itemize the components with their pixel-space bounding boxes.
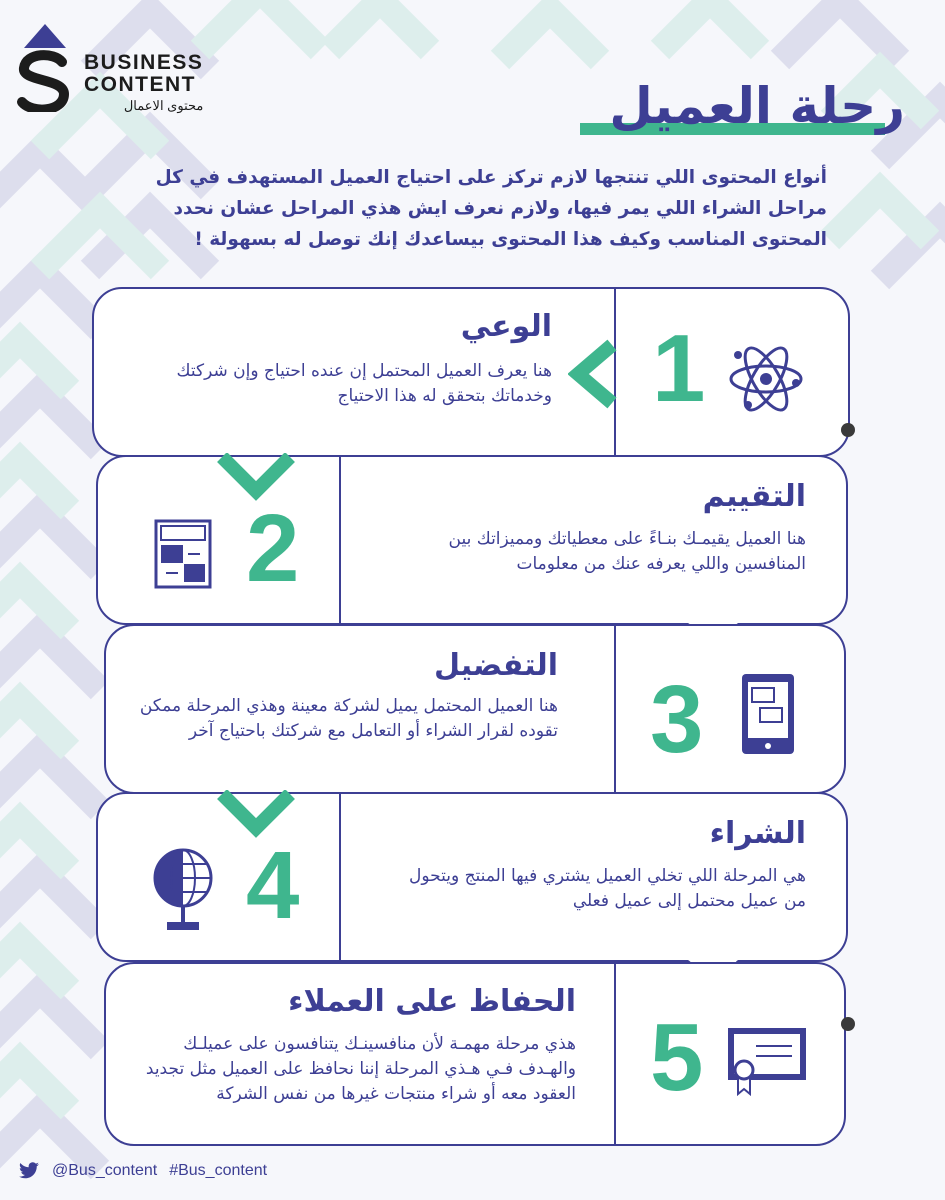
step-card-2 — [96, 455, 848, 625]
twitter-icon[interactable] — [18, 1162, 40, 1180]
step-2-desc: هنا العميل يقيمـك بنـاءً على معطياتك ومميزاتك بين المنافسين واللي يعرفه عنك من معلومات — [448, 529, 806, 574]
step-divider — [614, 964, 616, 1144]
title-wrap — [609, 75, 905, 137]
certificate-icon — [726, 1026, 808, 1096]
step-3-desc: هنا العميل المحتمل يميل لشركة معينة وهذي المرحلة ممكن تقوده لقرار الشراء أو التعامل مع شركتك باحتياج آخر — [139, 696, 558, 741]
atom-icon — [726, 339, 806, 419]
brand-logo — [14, 22, 214, 117]
tablet-chat-icon — [740, 672, 796, 756]
step-1-desc: هنا يعرف العميل المحتمل إن عنده احتياج وإن شركتك وخدماتك بتحقق له هذا الاحتياج — [176, 361, 552, 406]
chevron-left-icon — [568, 339, 618, 409]
step-4-desc: هي المرحلة اللي تخلي العميل يشتري فيها المنتج ويتحول من عميل محتمل إلى عميل فعلي — [409, 866, 806, 911]
logo-mark-icon — [14, 22, 76, 112]
step-card-3 — [104, 624, 846, 794]
step-5-desc: هذي مرحلة مهمـة لأن منافسينـك يتنافسون على عميلـك والهـدف فـي هـذي المرحلة إننا نحافظ على العميل مثل تجديد العقود معه أو شراء منتجات غيرها من نفس الشركة — [145, 1034, 576, 1104]
connector-dot — [841, 1017, 855, 1031]
brand-line-2: CONTENT — [84, 73, 196, 96]
step-2-title: التقييم — [702, 479, 806, 514]
step-divider — [614, 626, 616, 792]
twitter-handle[interactable]: @Bus_content — [52, 1162, 158, 1179]
brand-arabic: محتوى الاعمال — [123, 98, 204, 113]
twitter-hashtag[interactable]: #Bus_content — [169, 1162, 268, 1179]
step-3-number: 3 — [650, 666, 704, 773]
step-3-title: التفضيل — [434, 648, 558, 683]
step-1-title: الوعي — [460, 309, 552, 344]
calculator-icon — [154, 519, 212, 589]
intro-paragraph: أنواع المحتوى اللي تنتجها لازم تركز على احتياج العميل المستهدف في كل مراحل الشراء اللي يمر فيها، ولازم نعرف ايش هذي المراحل عشان نحدد المحتوى المناسب وكيف هذا المحتوى بيساعدك إنك توصل له بسهولة ! — [155, 167, 827, 250]
connector-dot — [841, 423, 855, 437]
step-5-title: الحفاظ على العملاء — [288, 984, 576, 1019]
footer — [18, 1162, 267, 1180]
step-4-title: الشراء — [709, 816, 806, 851]
globe-icon — [150, 844, 216, 934]
step-card-4 — [96, 792, 848, 962]
step-divider — [339, 457, 341, 623]
step-card-1 — [92, 287, 850, 457]
step-card-5 — [104, 962, 846, 1146]
page-title: رحلة العميل — [609, 77, 905, 135]
brand-line-1: BUSINESS — [84, 51, 204, 74]
step-divider — [339, 794, 341, 960]
step-5-number: 5 — [650, 1004, 704, 1111]
step-4-number: 4 — [246, 832, 300, 939]
step-2-number: 2 — [246, 495, 300, 602]
step-1-number: 1 — [652, 315, 706, 422]
